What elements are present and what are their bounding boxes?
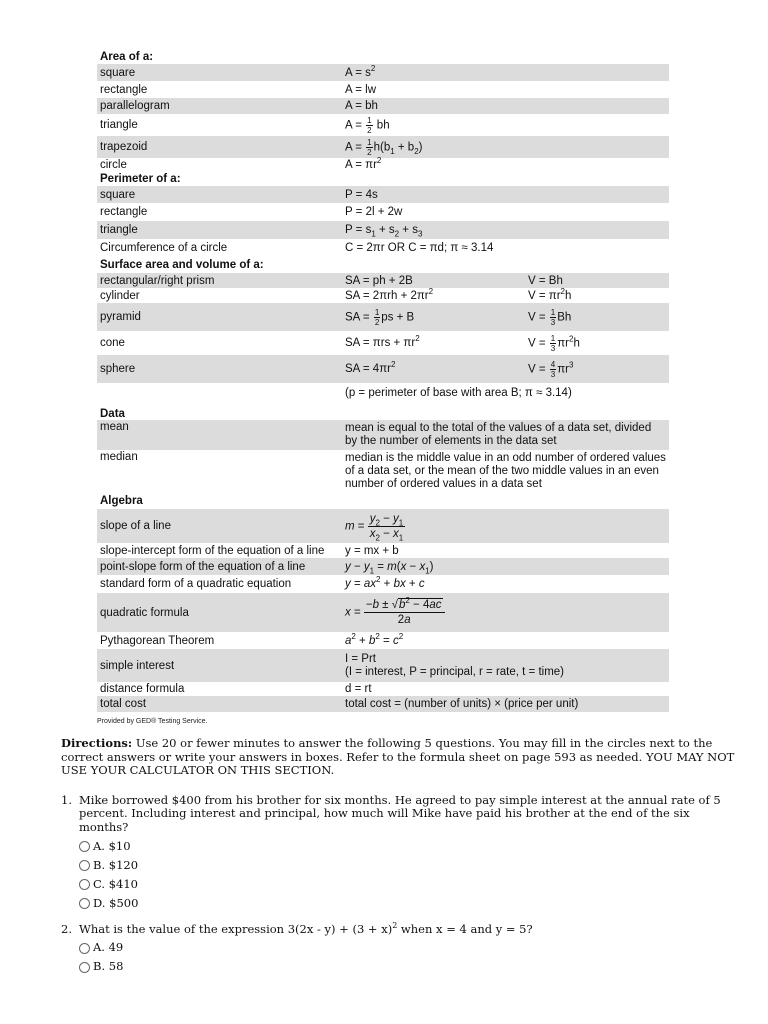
algebra-slope-label: slope of a line [100, 520, 171, 532]
option-label: D. $500 [93, 895, 139, 910]
algebra-distance-formula: d = rt [345, 683, 372, 695]
area-circle-formula: $A = \pi r^2$ [345, 156, 382, 171]
question-1-number: 1. [61, 792, 72, 807]
perimeter-rectangle-row [97, 203, 669, 221]
surface-cone-row [97, 331, 669, 355]
directions-text: Use 20 or fewer minutes to answer the following 5 questions. You may fill in the circles next to the correct answers or write your answers in boxes. Refer to the formula sheet on page 593 as needed. YOU MAY NOT USE YOUR CALCULATOR ON THIS SECTION. [61, 736, 735, 777]
perimeter-heading-row [97, 172, 669, 186]
perimeter-square-row [97, 186, 669, 203]
question-1-option-b[interactable] [79, 856, 741, 875]
question-2-text: What is the value of the expression $3(2x - y) + (3 + x)^2$ when x = 4 and y = 5? [79, 921, 533, 936]
area-parallelogram-row [97, 98, 669, 114]
area-heading: Area of a: [100, 50, 154, 63]
area-trapezoid-row [97, 136, 669, 158]
area-rectangle-row [97, 81, 669, 98]
surface-cone-sa: SA = $\pi rs + \pi r^2$ [345, 334, 420, 349]
question-2-number: 2. [61, 922, 72, 936]
algebra-point-slope-label: point-slope form of the equation of a line [100, 560, 306, 573]
algebra-slope-row [97, 509, 669, 543]
surface-pyramid-label: pyramid [100, 311, 141, 323]
data-mean-text: mean is equal to the total of the values of a data set, divided by the number of elements in the data set [345, 422, 652, 447]
surface-cylinder-sa: SA = $2\pi rh + 2\pi r^2$ [345, 286, 434, 302]
perimeter-triangle-label: triangle [100, 224, 138, 236]
algebra-distance-label: distance formula [100, 683, 185, 695]
data-mean-label: mean [100, 421, 129, 433]
surface-heading: Surface area and volume of a: [100, 258, 264, 271]
data-median-text: median is the middle value in an odd number of ordered values of a data set, or the mean of the two middle values in an even number of ordered values in a data set [345, 452, 666, 490]
algebra-quadratic-row [97, 593, 669, 632]
perimeter-square-label: square [100, 188, 136, 201]
algebra-total-cost-formula: total cost = (number of units) × (price per unit) [345, 698, 579, 710]
surface-cylinder-v: $V = \pi r^2h$ [528, 286, 572, 302]
perimeter-rectangle-label: rectangle [100, 206, 148, 218]
algebra-slope-formula: m = $\frac{y_2 - y_1}{x_2 - x_1}$ [345, 512, 404, 542]
answer-bubble-icon[interactable] [79, 898, 90, 909]
area-heading-row [97, 49, 669, 64]
area-triangle-formula: A = $\frac{1}{2}$ bh [345, 115, 390, 135]
perimeter-circumference-label: Circumference of a circle [100, 241, 228, 254]
question-2 [61, 923, 741, 937]
area-rectangle-label: rectangle [100, 83, 148, 96]
question-1 [61, 794, 741, 835]
algebra-point-slope-formula: $y - y_1 = m(x - x_1)$ [345, 560, 434, 575]
provided-by-note: Provided by GED® Testing Service. [97, 718, 208, 725]
surface-note: (p = perimeter of base with area B; π ≈ 3.14) [345, 387, 572, 399]
option-label: A. 49 [93, 940, 124, 955]
question-2-exponent: 2 [392, 921, 398, 931]
area-parallelogram-formula: A = bh [345, 100, 378, 112]
perimeter-heading: Perimeter of a: [100, 173, 181, 185]
algebra-standard-quad-formula: $y = ax^2$ + bx + c [345, 575, 425, 590]
surface-cylinder-row [97, 288, 669, 303]
algebra-distance-row [97, 682, 669, 696]
area-square-row [97, 64, 669, 81]
surface-prism-v: V = Bh [528, 274, 563, 287]
surface-note-row [97, 383, 669, 403]
perimeter-circumference-row [97, 239, 669, 256]
algebra-heading-row [97, 492, 669, 509]
perimeter-triangle-formula: $P = s_1 + s_2 + s_3$ [345, 224, 423, 239]
algebra-quadratic-formula: x = $\frac{-b \pm √b^2 - 4ac}{2a}$ [345, 598, 669, 627]
perimeter-rectangle-formula: P = 2l + 2w [345, 206, 403, 218]
data-median-row [97, 450, 669, 492]
algebra-slope-intercept-label: slope-intercept form of the equation of a line [100, 544, 325, 557]
area-circle-label: circle [100, 159, 127, 171]
data-heading-row [97, 403, 669, 420]
area-square-formula: $A = s^2$ [345, 63, 376, 79]
area-square-label: square [100, 66, 136, 79]
data-mean-row [97, 420, 669, 450]
formula-sheet [97, 49, 669, 712]
option-label: B. $120 [93, 857, 139, 872]
area-triangle-row [97, 114, 669, 136]
algebra-simple-interest-row [97, 649, 669, 682]
question-1-option-c[interactable] [79, 875, 741, 894]
perimeter-triangle-row [97, 221, 669, 239]
option-label: C. $410 [93, 876, 138, 891]
algebra-pythagorean-formula: $a^2 + b^2 = c^2$ [345, 631, 404, 647]
algebra-slope-intercept-row [97, 543, 669, 558]
surface-sphere-row [97, 355, 669, 383]
area-triangle-label: triangle [100, 119, 138, 131]
algebra-standard-quad-label: standard form of a quadratic equation [100, 578, 292, 590]
area-circle-row [97, 158, 669, 172]
surface-sphere-label: sphere [100, 363, 136, 375]
algebra-simple-interest-formula: I = Prt [345, 652, 376, 665]
algebra-standard-quad-row [97, 575, 669, 593]
data-heading: Data [100, 408, 125, 420]
algebra-slope-intercept-formula: y = mx + b [345, 544, 399, 557]
algebra-simple-interest-label: simple interest [100, 659, 175, 672]
surface-cone-label: cone [100, 337, 125, 349]
question-1-option-d[interactable] [79, 894, 741, 913]
surface-prism-sa: SA = ph + 2B [345, 274, 413, 287]
question-1-option-a[interactable] [79, 837, 741, 856]
algebra-total-cost-label: total cost [100, 698, 147, 710]
answer-bubble-icon[interactable] [79, 962, 90, 973]
directions-label: Directions: [61, 736, 133, 750]
surface-prism-row [97, 273, 669, 288]
answer-bubble-icon[interactable] [79, 943, 90, 954]
perimeter-circumference-formula: C = 2πr OR C = πd; π ≈ 3.14 [345, 241, 494, 254]
algebra-point-slope-row [97, 558, 669, 575]
option-label: B. 58 [93, 959, 124, 974]
surface-cone-v: V = $\frac{1}{3}$ $\pi r^2h$ [528, 333, 580, 353]
surface-pyramid-row [97, 303, 669, 331]
algebra-quadratic-label: quadratic formula [100, 606, 189, 619]
surface-sphere-v: V = $\frac{4}{3}$ $\pi r^3$ [528, 359, 574, 379]
surface-heading-row [97, 256, 669, 273]
area-rectangle-formula: A = lw [345, 83, 377, 96]
algebra-pythagorean-label: Pythagorean Theorem [100, 634, 215, 647]
question-2-option-b[interactable] [79, 958, 741, 977]
perimeter-square-formula: P = 4s [345, 188, 378, 201]
answer-bubble-icon[interactable] [79, 841, 90, 852]
surface-pyramid-v: V = $\frac{1}{3}$ Bh [528, 307, 572, 327]
surface-pyramid-sa: SA = $\frac{1}{2}$ ps + B [345, 307, 415, 327]
option-label: A. $10 [93, 838, 131, 853]
data-median-label: median [100, 451, 138, 463]
answer-bubble-icon[interactable] [79, 860, 90, 871]
surface-cylinder-label: cylinder [100, 289, 140, 302]
area-trapezoid-label: trapezoid [100, 141, 148, 153]
area-trapezoid-formula: A = $\frac{1}{2}$ $h(b_1 + b_2)$ [345, 137, 423, 157]
algebra-pythagorean-row [97, 632, 669, 649]
question-1-text: Mike borrowed $400 from his brother for six months. He agreed to pay simple interest at the annual rate of 5 percent. Including interest and principal, how much will Mike have paid his brother at the end of the six months? [79, 792, 721, 834]
answer-bubble-icon[interactable] [79, 879, 90, 890]
directions [61, 737, 741, 778]
area-parallelogram-label: parallelogram [100, 100, 170, 112]
algebra-heading: Algebra [100, 494, 143, 507]
surface-prism-label: rectangular/right prism [100, 274, 215, 287]
question-2-option-a[interactable] [79, 939, 741, 958]
algebra-simple-interest-key: (I = interest, P = principal, r = rate, t = time) [345, 665, 565, 678]
question-section [61, 737, 741, 977]
surface-sphere-sa: SA = $4\pi r^2$ [345, 360, 396, 375]
algebra-total-cost-row [97, 696, 669, 712]
